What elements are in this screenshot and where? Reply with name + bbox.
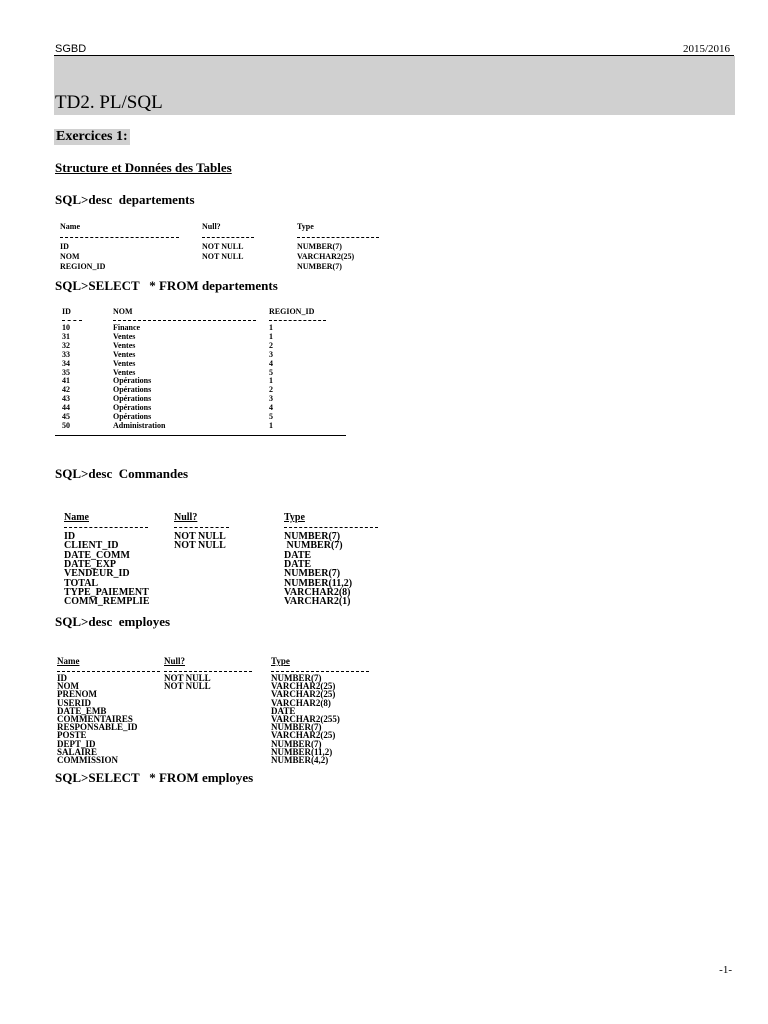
desc-departements-table <box>60 222 390 282</box>
table-cell-type: NUMBER(7) <box>284 540 343 552</box>
header-separator <box>64 527 148 528</box>
table-cell-type: NUMBER(7) <box>284 531 341 542</box>
header-year: 2015/2016 <box>682 43 730 55</box>
page-number: -1- <box>719 964 732 976</box>
table-cell-type: VARCHAR2(25) <box>271 730 336 741</box>
col-header-null: Null? <box>164 656 186 666</box>
cmd-desc-commandes: SQL>desc Commandes <box>55 466 189 481</box>
table-cell-name: COMMENTAIRES <box>57 714 133 724</box>
table-cell-nom: Opérations <box>113 385 152 395</box>
table-cell-nom: Finance <box>113 323 141 332</box>
table-cell-type: NUMBER(4,2) <box>271 755 329 765</box>
table-cell-type: NUMBER(11,2) <box>284 577 353 589</box>
table-cell-id: 32 <box>62 340 70 350</box>
col-header-null: Null? <box>202 222 221 231</box>
table-cell-region: 2 <box>269 340 273 350</box>
table-cell-region: 2 <box>269 385 273 395</box>
header-separator <box>62 320 82 321</box>
col-header-null: Null? <box>174 512 198 523</box>
table-cell-region: 5 <box>269 412 273 421</box>
table-cell-region: 4 <box>269 358 273 368</box>
table-cell-null: NOT NULL <box>164 673 211 683</box>
table-cell-name: TYPE_PAIEMENT <box>64 586 149 598</box>
desc-employes-table <box>57 657 377 767</box>
table-cell-id: 43 <box>62 394 70 404</box>
col-header-name: Name <box>64 512 89 523</box>
table-cell-type: VARCHAR2(8) <box>271 697 331 708</box>
table-cell-type: NUMBER(7) <box>271 673 322 683</box>
table-cell-type: VARCHAR2(8) <box>284 586 351 598</box>
table-cell-name: TOTAL <box>64 577 99 589</box>
table-cell-type: NUMBER(7) <box>297 262 342 271</box>
page-title: TD2. PL/SQL <box>55 92 163 113</box>
header-separator <box>202 237 254 238</box>
desc-commandes-table <box>64 513 384 609</box>
table-cell-name: REGION_ID <box>60 262 106 271</box>
table-cell-nom: Opérations <box>113 403 152 413</box>
table-cell-type: NUMBER(7) <box>271 738 322 749</box>
table-cell-type: NUMBER(7) <box>271 722 322 733</box>
exercise-label: Exercices 1: <box>56 129 128 144</box>
table-cell-region: 5 <box>269 367 273 377</box>
header-separator <box>297 237 379 238</box>
table-cell-type: DATE <box>271 705 296 716</box>
col-header-name: Name <box>57 656 80 666</box>
header-course: SGBD <box>55 43 87 55</box>
col-header-nom: NOM <box>113 307 133 316</box>
departements-data-table <box>62 308 352 434</box>
table-cell-region: 1 <box>269 331 273 341</box>
table-cell-null: NOT NULL <box>174 531 226 542</box>
table-cell-nom: Ventes <box>113 331 136 341</box>
table-cell-nom: Ventes <box>113 340 136 350</box>
table-cell-name: COMM_REMPLIE <box>64 596 150 608</box>
table-cell-id: 31 <box>62 331 70 341</box>
table-cell-name: POSTE <box>57 730 87 741</box>
table-cell-type: VARCHAR2(25) <box>271 689 336 700</box>
table-cell-type: NUMBER(7) <box>297 242 342 251</box>
table-cell-name: NOM <box>57 681 79 692</box>
cmd-select-employes: SQL>SELECT * FROM employes <box>55 770 254 785</box>
header-separator <box>271 671 369 672</box>
table-cell-null: NOT NULL <box>164 681 211 692</box>
table-cell-type: VARCHAR2(255) <box>271 714 340 724</box>
table-cell-region: 1 <box>269 420 273 430</box>
table-cell-nom: Ventes <box>113 358 136 368</box>
header-separator <box>60 237 179 238</box>
table-cell-name: DEPT_ID <box>57 738 96 749</box>
table-cell-type: NUMBER(11,2) <box>271 746 333 757</box>
cmd-desc-departements: SQL>desc departements <box>55 192 195 207</box>
table-cell-id: 44 <box>62 403 70 413</box>
col-header-name: Name <box>60 222 80 231</box>
header-separator <box>164 671 252 672</box>
table-cell-nom: Ventes <box>113 367 136 377</box>
col-header-id: ID <box>62 307 71 316</box>
header-separator <box>113 320 256 321</box>
table-cell-nom: Opérations <box>113 394 152 404</box>
table-cell-id: 35 <box>62 367 70 377</box>
table-cell-name: RESPONSABLE_ID <box>57 722 138 733</box>
table-cell-region: 3 <box>269 349 273 359</box>
table-cell-nom: Opérations <box>113 376 152 386</box>
table-cell-name: PRENOM <box>57 689 97 700</box>
table-cell-name: ID <box>57 673 68 683</box>
header-separator <box>174 527 229 528</box>
table-cell-region: 1 <box>269 376 273 386</box>
col-header-type: Type <box>284 512 305 523</box>
table-cell-id: 33 <box>62 349 70 359</box>
table-cell-null: NOT NULL <box>202 252 244 261</box>
table-cell-name: ID <box>60 242 69 251</box>
table-cell-id: 41 <box>62 376 70 386</box>
table-cell-id: 45 <box>62 412 70 421</box>
table-cell-nom: Opérations <box>113 412 152 421</box>
header-separator <box>269 320 326 321</box>
table-cell-nom: Ventes <box>113 349 136 359</box>
table-bottom-rule <box>55 435 346 436</box>
table-cell-region: 3 <box>269 394 273 404</box>
table-cell-name: DATE_EMB <box>57 705 107 716</box>
cmd-desc-employes: SQL>desc employes <box>55 614 171 629</box>
table-cell-type: DATE <box>284 558 312 570</box>
table-cell-name: USERID <box>57 697 92 708</box>
table-cell-name: ID <box>64 531 76 542</box>
col-header-type: Type <box>297 222 314 231</box>
table-cell-name: DATE_COMM <box>64 549 130 561</box>
table-cell-type: DATE <box>284 549 312 561</box>
table-cell-null: NOT NULL <box>202 242 244 251</box>
table-cell-name: DATE_EXP <box>64 558 117 570</box>
table-cell-id: 42 <box>62 385 70 395</box>
cmd-select-departements: SQL>SELECT * FROM departements <box>55 278 278 293</box>
table-cell-type: VARCHAR2(25) <box>297 252 355 261</box>
section-title: Structure et Données des Tables <box>55 160 232 175</box>
table-cell-null: NOT NULL <box>174 540 226 552</box>
table-cell-name: CLIENT_ID <box>64 540 119 552</box>
table-cell-name: COMMISSION <box>57 755 119 765</box>
table-cell-region: 4 <box>269 403 273 413</box>
table-cell-name: NOM <box>60 252 80 261</box>
table-cell-id: 34 <box>62 358 70 368</box>
col-header-region: REGION_ID <box>269 307 315 316</box>
table-cell-name: SALAIRE <box>57 746 98 757</box>
table-cell-id: 50 <box>62 420 70 430</box>
table-cell-nom: Administration <box>113 420 166 430</box>
col-header-type: Type <box>271 656 290 666</box>
table-cell-type: NUMBER(7) <box>284 568 341 580</box>
table-cell-name: VENDEUR_ID <box>64 568 130 580</box>
header-separator <box>284 527 378 528</box>
table-cell-type: VARCHAR2(25) <box>271 681 336 692</box>
table-cell-id: 10 <box>62 323 70 332</box>
table-cell-region: 1 <box>269 323 273 332</box>
header-separator <box>57 671 160 672</box>
table-cell-type: VARCHAR2(1) <box>284 596 351 608</box>
